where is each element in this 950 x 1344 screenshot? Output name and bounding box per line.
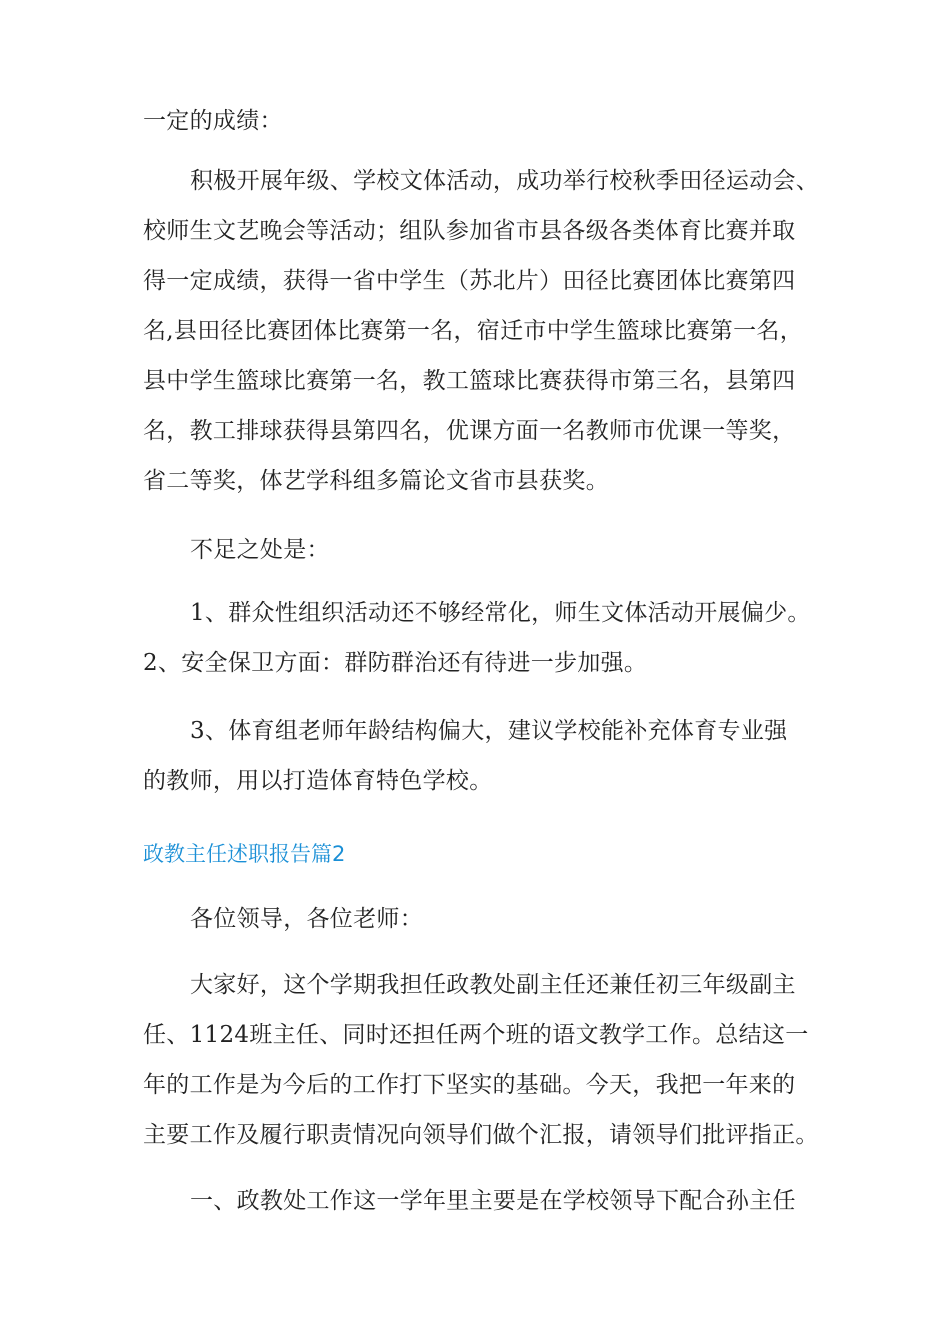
paragraph-line: 任、1124班主任、同时还担任两个班的语文教学工作。总结这一 xyxy=(143,1022,809,1048)
paragraph-line: 2、安全保卫方面：群防群治还有待进一步加强。 xyxy=(143,650,648,676)
paragraph-line: 大家好，这个学期我担任政教处副主任还兼任初三年级副主 xyxy=(190,972,796,998)
paragraph-line: 年的工作是为今后的工作打下坚实的基础。今天，我把一年来的 xyxy=(143,1072,796,1098)
paragraph-line: 得一定成绩，获得一省中学生（苏北片）田径比赛团体比赛第四 xyxy=(143,268,796,294)
paragraph-line: 一、政教处工作这一学年里主要是在学校领导下配合孙主任 xyxy=(190,1188,796,1214)
paragraph-line: 积极开展年级、学校文体活动，成功举行校秋季田径运动会、 xyxy=(190,168,820,194)
paragraph-line: 校师生文艺晚会等活动；组队参加省市县各级各类体育比赛并取 xyxy=(143,218,796,244)
paragraph-line: 省二等奖，体艺学科组多篇论文省市县获奖。 xyxy=(143,468,609,494)
paragraph-line: 名，教工排球获得县第四名，优课方面一名教师市优课一等奖， xyxy=(143,418,796,444)
paragraph-line: 各位领导，各位老师： xyxy=(190,906,423,932)
paragraph-line: 主要工作及履行职责情况向领导们做个汇报，请领导们批评指正。 xyxy=(143,1122,819,1148)
paragraph-line: 3、体育组老师年龄结构偏大，建议学校能补充体育专业强 xyxy=(190,718,788,744)
paragraph-line: 不足之处是： xyxy=(190,537,330,563)
paragraph-line: 一定的成绩： xyxy=(143,108,283,134)
section-heading: 政教主任述职报告篇2 xyxy=(143,842,346,866)
paragraph-line: 县中学生篮球比赛第一名，教工篮球比赛获得市第三名，县第四 xyxy=(143,368,796,394)
paragraph-line: 的教师，用以打造体育特色学校。 xyxy=(143,768,493,794)
paragraph-line: 1、群众性组织活动还不够经常化，师生文体活动开展偏少。 xyxy=(190,600,811,626)
paragraph-line: 名,县田径比赛团体比赛第一名，宿迁市中学生篮球比赛第一名， xyxy=(143,318,804,344)
